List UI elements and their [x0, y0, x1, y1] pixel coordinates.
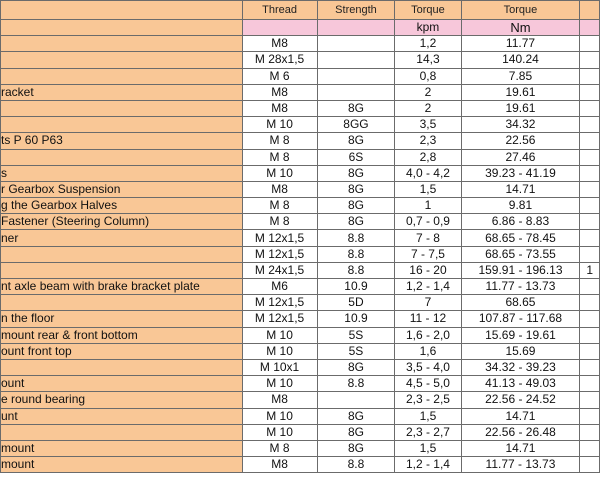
- table-row: [1, 198, 600, 214]
- torque-nm-cell[interactable]: 34.32 - 39.23: [461, 359, 580, 375]
- torque-kpm-cell[interactable]: 1,5: [395, 440, 461, 456]
- header-strength: Strength: [317, 1, 395, 20]
- strength-cell[interactable]: 8G: [317, 359, 395, 375]
- description-cell[interactable]: ner: [1, 230, 243, 246]
- extra-cell[interactable]: [580, 376, 600, 392]
- extra-cell[interactable]: [580, 457, 600, 473]
- torque-kpm-cell[interactable]: 14,3: [395, 52, 461, 68]
- strength-cell[interactable]: 10.9: [317, 311, 395, 327]
- extra-cell[interactable]: [580, 100, 600, 116]
- table-row: [1, 311, 600, 327]
- torque-nm-cell[interactable]: 11.77: [461, 36, 580, 52]
- extra-cell[interactable]: [580, 246, 600, 262]
- extra-cell[interactable]: [580, 311, 600, 327]
- strength-cell[interactable]: 8G: [317, 424, 395, 440]
- torque-nm-cell[interactable]: 15.69 - 19.61: [461, 327, 580, 343]
- description-cell[interactable]: n the floor: [1, 311, 243, 327]
- strength-cell[interactable]: 6S: [317, 149, 395, 165]
- description-cell[interactable]: ount: [1, 376, 243, 392]
- torque-kpm-cell[interactable]: 2,3 - 2,5: [395, 392, 461, 408]
- strength-cell[interactable]: 8G: [317, 198, 395, 214]
- table-row: [1, 376, 600, 392]
- strength-cell[interactable]: 8G: [317, 100, 395, 116]
- thread-cell[interactable]: M 24x1,5: [242, 262, 317, 278]
- description-cell[interactable]: [1, 246, 243, 262]
- extra-cell[interactable]: [580, 117, 600, 133]
- torque-nm-cell[interactable]: 6.86 - 8.83: [461, 214, 580, 230]
- table-row: [1, 408, 600, 424]
- extra-cell[interactable]: [580, 36, 600, 52]
- description-cell[interactable]: racket: [1, 84, 243, 100]
- torque-kpm-cell[interactable]: 1,5: [395, 408, 461, 424]
- table-row: [1, 279, 600, 295]
- torque-nm-cell[interactable]: 19.61: [461, 100, 580, 116]
- thread-cell[interactable]: M 28x1,5: [242, 52, 317, 68]
- strength-cell[interactable]: 8G: [317, 408, 395, 424]
- units-strength-cell[interactable]: [317, 20, 395, 36]
- strength-cell[interactable]: 5S: [317, 327, 395, 343]
- torque-nm-cell[interactable]: 11.77 - 13.73: [461, 457, 580, 473]
- strength-cell[interactable]: 8.8: [317, 246, 395, 262]
- torque-kpm-cell[interactable]: 2: [395, 84, 461, 100]
- header-row: [1, 1, 600, 20]
- table-row: [1, 100, 600, 116]
- torque-kpm-cell[interactable]: 7 - 8: [395, 230, 461, 246]
- description-cell[interactable]: [1, 68, 243, 84]
- strength-cell[interactable]: 8G: [317, 214, 395, 230]
- torque-nm-cell[interactable]: 9.81: [461, 198, 580, 214]
- table-row: [1, 181, 600, 197]
- torque-nm-cell[interactable]: 7.85: [461, 68, 580, 84]
- torque-kpm-cell[interactable]: 7 - 7,5: [395, 246, 461, 262]
- thread-cell[interactable]: M8: [242, 457, 317, 473]
- torque-kpm-cell[interactable]: 3,5: [395, 117, 461, 133]
- table-row: [1, 343, 600, 359]
- torque-nm-cell[interactable]: 14.71: [461, 181, 580, 197]
- description-cell[interactable]: mount rear & front bottom: [1, 327, 243, 343]
- torque-kpm-cell[interactable]: 2,3 - 2,7: [395, 424, 461, 440]
- strength-cell[interactable]: 8G: [317, 440, 395, 456]
- torque-nm-cell[interactable]: 27.46: [461, 149, 580, 165]
- torque-kpm-cell[interactable]: 4,0 - 4,2: [395, 165, 461, 181]
- extra-cell[interactable]: [580, 343, 600, 359]
- extra-cell[interactable]: 1: [580, 262, 600, 278]
- table-row: [1, 117, 600, 133]
- description-cell[interactable]: [1, 149, 243, 165]
- torque-nm-cell[interactable]: 159.91 - 196.13: [461, 262, 580, 278]
- description-cell[interactable]: [1, 262, 243, 278]
- torque-nm-cell[interactable]: 39.23 - 41.19: [461, 165, 580, 181]
- header-torque-kpm: Torque: [395, 1, 461, 20]
- extra-cell[interactable]: [580, 181, 600, 197]
- description-cell[interactable]: [1, 36, 243, 52]
- table-row: [1, 246, 600, 262]
- thread-cell[interactable]: M8: [242, 84, 317, 100]
- thread-cell[interactable]: M8: [242, 392, 317, 408]
- table-row: [1, 327, 600, 343]
- thread-cell[interactable]: M 10: [242, 343, 317, 359]
- description-cell[interactable]: mount: [1, 457, 243, 473]
- units-thread-cell[interactable]: [242, 20, 317, 36]
- header-thread: Thread: [242, 1, 317, 20]
- thread-cell[interactable]: M 8: [242, 149, 317, 165]
- strength-cell[interactable]: [317, 36, 395, 52]
- table-row: [1, 392, 600, 408]
- extra-cell[interactable]: [580, 165, 600, 181]
- thread-cell[interactable]: M 12x1,5: [242, 230, 317, 246]
- thread-cell[interactable]: M 10: [242, 165, 317, 181]
- description-cell[interactable]: nt axle beam with brake bracket plate: [1, 279, 243, 295]
- units-kpm[interactable]: kpm: [395, 20, 461, 36]
- torque-nm-cell[interactable]: 68.65 - 78.45: [461, 230, 580, 246]
- thread-cell[interactable]: M 8: [242, 440, 317, 456]
- extra-cell[interactable]: [580, 149, 600, 165]
- torque-kpm-cell[interactable]: 3,5 - 4,0: [395, 359, 461, 375]
- extra-cell[interactable]: [580, 279, 600, 295]
- extra-cell[interactable]: [580, 214, 600, 230]
- header-torque-nm: Torque: [461, 1, 580, 20]
- table-row: [1, 214, 600, 230]
- strength-cell[interactable]: 8GG: [317, 117, 395, 133]
- description-cell[interactable]: [1, 52, 243, 68]
- strength-cell[interactable]: [317, 52, 395, 68]
- torque-nm-cell[interactable]: 68.65 - 73.55: [461, 246, 580, 262]
- extra-cell[interactable]: [580, 198, 600, 214]
- torque-nm-cell[interactable]: 11.77 - 13.73: [461, 279, 580, 295]
- torque-kpm-cell[interactable]: 1,6: [395, 343, 461, 359]
- description-cell[interactable]: [1, 295, 243, 311]
- strength-cell[interactable]: [317, 68, 395, 84]
- torque-nm-cell[interactable]: 140.24: [461, 52, 580, 68]
- thread-cell[interactable]: M 10: [242, 327, 317, 343]
- description-cell[interactable]: ts P 60 P63: [1, 133, 243, 149]
- table-row: [1, 84, 600, 100]
- torque-nm-cell[interactable]: 19.61: [461, 84, 580, 100]
- torque-nm-cell[interactable]: 22.56: [461, 133, 580, 149]
- description-cell[interactable]: ount front top: [1, 343, 243, 359]
- torque-nm-cell[interactable]: 22.56 - 26.48: [461, 424, 580, 440]
- torque-kpm-cell[interactable]: 1,2 - 1,4: [395, 279, 461, 295]
- thread-cell[interactable]: M 10: [242, 117, 317, 133]
- table-row: [1, 68, 600, 84]
- table-row: [1, 133, 600, 149]
- torque-nm-cell[interactable]: 14.71: [461, 408, 580, 424]
- thread-cell[interactable]: M 10x1: [242, 359, 317, 375]
- units-description-cell[interactable]: [1, 20, 243, 36]
- extra-cell[interactable]: [580, 230, 600, 246]
- extra-cell[interactable]: [580, 295, 600, 311]
- description-cell[interactable]: [1, 100, 243, 116]
- description-cell[interactable]: [1, 424, 243, 440]
- torque-kpm-cell[interactable]: 2,3: [395, 133, 461, 149]
- table-row: [1, 440, 600, 456]
- torque-nm-cell[interactable]: 107.87 - 117.68: [461, 311, 580, 327]
- units-extra-cell[interactable]: [580, 20, 600, 36]
- strength-cell[interactable]: 8G: [317, 181, 395, 197]
- strength-cell[interactable]: 8G: [317, 165, 395, 181]
- torque-kpm-cell[interactable]: 2: [395, 100, 461, 116]
- torque-kpm-cell[interactable]: 1: [395, 198, 461, 214]
- extra-cell[interactable]: [580, 392, 600, 408]
- description-cell[interactable]: unt: [1, 408, 243, 424]
- thread-cell[interactable]: M 8: [242, 198, 317, 214]
- description-cell[interactable]: Fastener (Steering Column): [1, 214, 243, 230]
- torque-kpm-cell[interactable]: 7: [395, 295, 461, 311]
- torque-nm-cell[interactable]: 34.32: [461, 117, 580, 133]
- thread-cell[interactable]: M6: [242, 279, 317, 295]
- strength-cell[interactable]: [317, 84, 395, 100]
- thread-cell[interactable]: M 10: [242, 408, 317, 424]
- table-row: [1, 457, 600, 473]
- strength-cell[interactable]: 8.8: [317, 376, 395, 392]
- header-extra: [580, 1, 600, 20]
- units-row: [1, 20, 600, 36]
- description-cell[interactable]: [1, 117, 243, 133]
- thread-cell[interactable]: M 12x1,5: [242, 311, 317, 327]
- strength-cell[interactable]: 8.8: [317, 262, 395, 278]
- torque-nm-cell[interactable]: 68.65: [461, 295, 580, 311]
- header-description: [1, 1, 243, 20]
- strength-cell[interactable]: 10.9: [317, 279, 395, 295]
- table-row: [1, 149, 600, 165]
- torque-kpm-cell[interactable]: 11 - 12: [395, 311, 461, 327]
- torque-kpm-cell[interactable]: 1,6 - 2,0: [395, 327, 461, 343]
- table-row: [1, 36, 600, 52]
- thread-cell[interactable]: M8: [242, 100, 317, 116]
- thread-cell[interactable]: M 12x1,5: [242, 295, 317, 311]
- torque-nm-cell[interactable]: 22.56 - 24.52: [461, 392, 580, 408]
- extra-cell[interactable]: [580, 424, 600, 440]
- extra-cell[interactable]: [580, 68, 600, 84]
- table-row: [1, 165, 600, 181]
- extra-cell[interactable]: [580, 84, 600, 100]
- units-nm[interactable]: Nm: [461, 20, 580, 36]
- strength-cell[interactable]: 8.8: [317, 457, 395, 473]
- description-cell[interactable]: e round bearing: [1, 392, 243, 408]
- description-cell[interactable]: s: [1, 165, 243, 181]
- description-cell[interactable]: [1, 359, 243, 375]
- extra-cell[interactable]: [580, 133, 600, 149]
- thread-cell[interactable]: M8: [242, 181, 317, 197]
- thread-cell[interactable]: M 6: [242, 68, 317, 84]
- torque-kpm-cell[interactable]: 2,8: [395, 149, 461, 165]
- table-row: [1, 424, 600, 440]
- description-cell[interactable]: g the Gearbox Halves: [1, 198, 243, 214]
- strength-cell[interactable]: 5S: [317, 343, 395, 359]
- torque-kpm-cell[interactable]: 1,2: [395, 36, 461, 52]
- torque-nm-cell[interactable]: 14.71: [461, 440, 580, 456]
- thread-cell[interactable]: M 10: [242, 376, 317, 392]
- thread-cell[interactable]: M 8: [242, 133, 317, 149]
- thread-cell[interactable]: M8: [242, 36, 317, 52]
- thread-cell[interactable]: M 12x1,5: [242, 246, 317, 262]
- table-row: [1, 52, 600, 68]
- torque-nm-cell[interactable]: 41.13 - 49.03: [461, 376, 580, 392]
- table-row: [1, 359, 600, 375]
- description-cell[interactable]: mount: [1, 440, 243, 456]
- description-cell[interactable]: r Gearbox Suspension: [1, 181, 243, 197]
- table-row: [1, 230, 600, 246]
- extra-cell[interactable]: [580, 408, 600, 424]
- thread-cell[interactable]: M 8: [242, 214, 317, 230]
- extra-cell[interactable]: [580, 327, 600, 343]
- torque-kpm-cell[interactable]: 1,2 - 1,4: [395, 457, 461, 473]
- extra-cell[interactable]: [580, 52, 600, 68]
- table-row: [1, 295, 600, 311]
- strength-cell[interactable]: [317, 392, 395, 408]
- thread-cell[interactable]: M 10: [242, 424, 317, 440]
- torque-kpm-cell[interactable]: 0,7 - 0,9: [395, 214, 461, 230]
- strength-cell[interactable]: 5D: [317, 295, 395, 311]
- torque-kpm-cell[interactable]: 0,8: [395, 68, 461, 84]
- strength-cell[interactable]: 8G: [317, 133, 395, 149]
- torque-kpm-cell[interactable]: 4,5 - 5,0: [395, 376, 461, 392]
- strength-cell[interactable]: 8.8: [317, 230, 395, 246]
- torque-kpm-cell[interactable]: 1,5: [395, 181, 461, 197]
- extra-cell[interactable]: [580, 440, 600, 456]
- torque-nm-cell[interactable]: 15.69: [461, 343, 580, 359]
- table-row: [1, 262, 600, 278]
- extra-cell[interactable]: [580, 359, 600, 375]
- torque-kpm-cell[interactable]: 16 - 20: [395, 262, 461, 278]
